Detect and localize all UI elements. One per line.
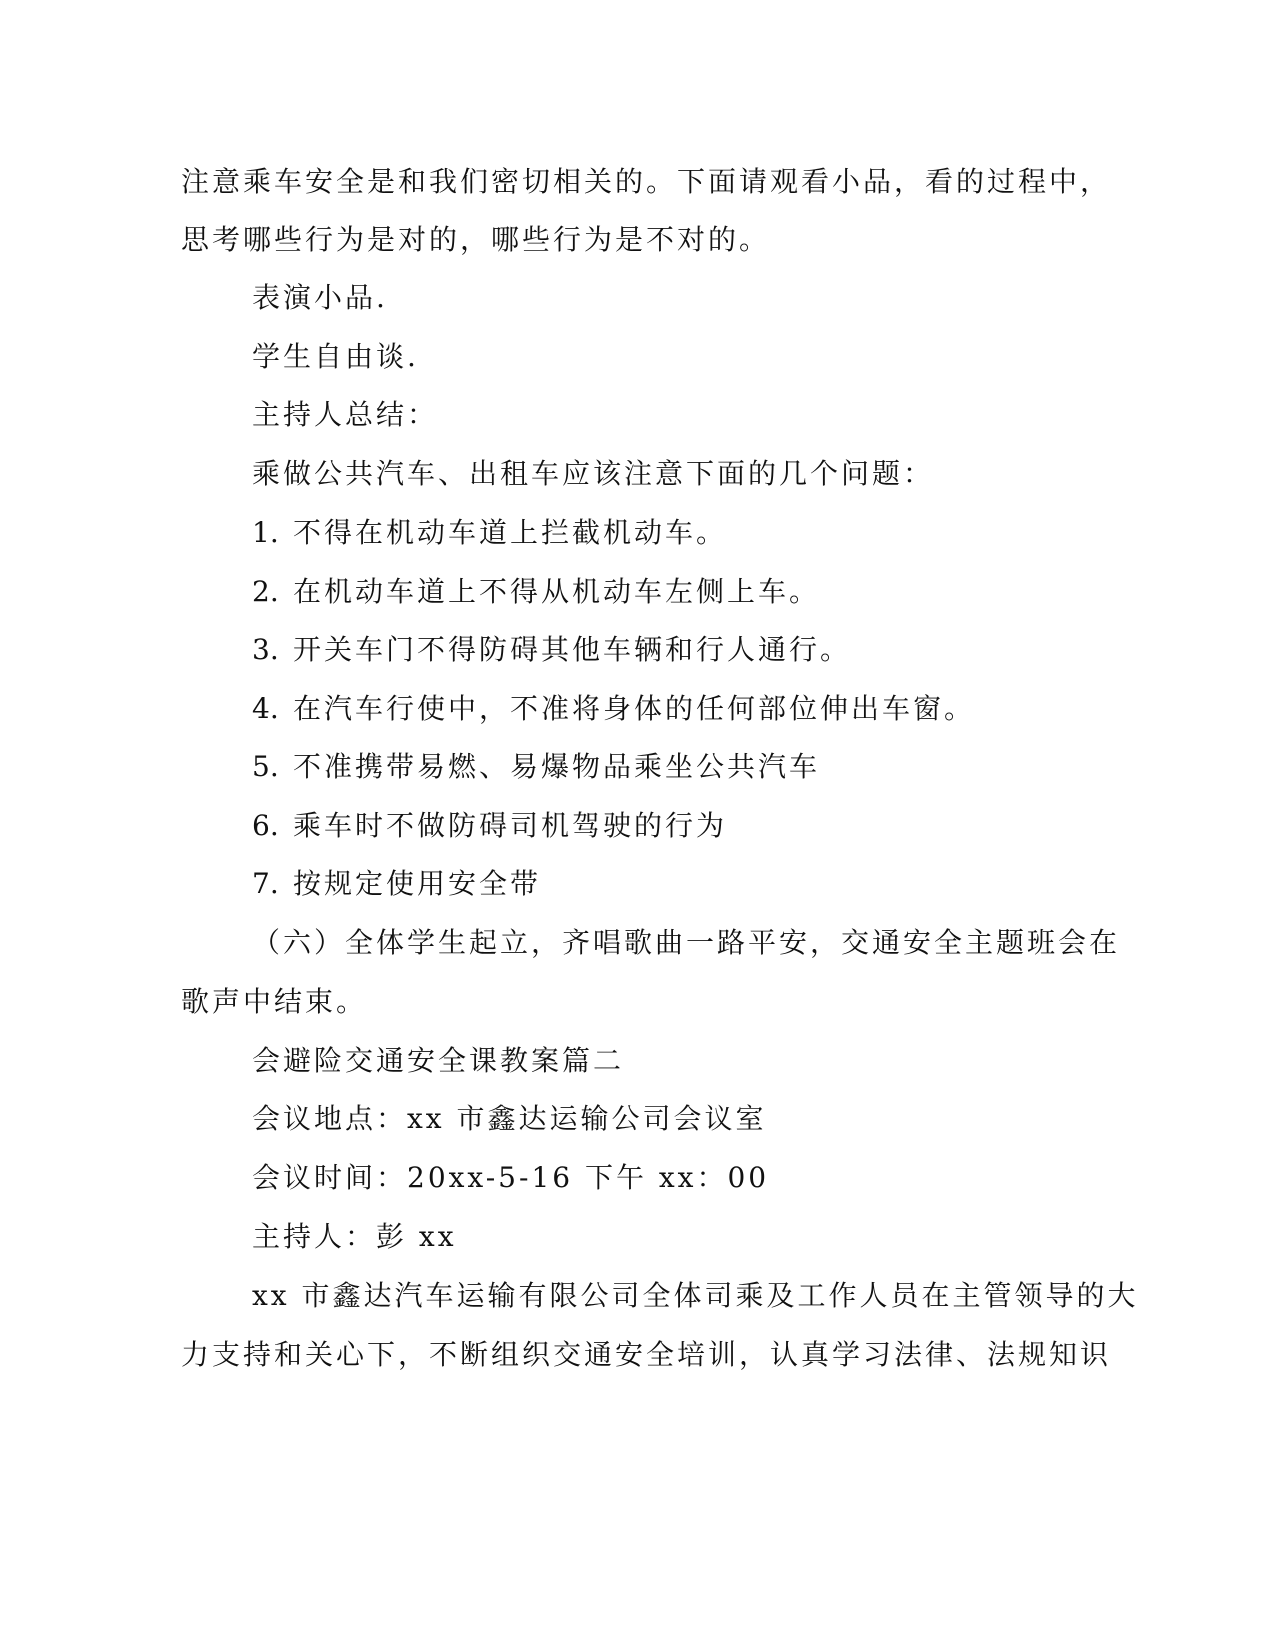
rule-text: 不得在机动车道上拦截机动车。: [293, 516, 728, 549]
rule-item: [252, 691, 975, 727]
meeting-time: 会议时间：20xx-5-16 下午 xx：00: [252, 1161, 770, 1194]
meeting-host: 主持人：彭 xx: [252, 1220, 457, 1253]
rule-text: 开关车门不得防碍其他车辆和行人通行。: [293, 633, 852, 666]
rule-item: [252, 632, 851, 668]
rule-number: 7.: [252, 867, 279, 900]
rule-item: [252, 574, 820, 610]
rule-number: 3.: [252, 633, 279, 666]
paragraph-line: 注意乘车安全是和我们密切相关的。下面请观看小品，看的过程中，: [181, 165, 1112, 198]
rule-text: 按规定使用安全带: [293, 867, 542, 900]
rule-item: [252, 866, 541, 902]
paragraph-line: 主持人总结：: [252, 398, 439, 431]
rule-item: [252, 808, 727, 844]
rule-number: 2.: [252, 575, 279, 608]
paragraph-line: 学生自由谈.: [252, 340, 419, 373]
rule-number: 1.: [252, 516, 279, 549]
rule-number: 4.: [252, 692, 279, 725]
rule-item: [252, 749, 820, 785]
rule-text: 在机动车道上不得从机动车左侧上车。: [293, 575, 821, 608]
rule-text: 乘车时不做防碍司机驾驶的行为: [293, 809, 728, 842]
rule-text: 在汽车行使中，不准将身体的任何部位伸出车窗。: [293, 692, 976, 725]
paragraph-line: 表演小品.: [252, 281, 388, 314]
paragraph-line: 力支持和关心下，不断组织交通安全培训，认真学习法律、法规知识: [181, 1338, 1112, 1371]
rule-number: 6.: [252, 809, 279, 842]
paragraph-line: 歌声中结束。: [181, 985, 368, 1018]
rule-item: [252, 515, 727, 551]
rule-number: 5.: [252, 750, 279, 783]
section-heading: 会避险交通安全课教案篇二: [252, 1044, 625, 1077]
paragraph-line: 乘做公共汽车、出租车应该注意下面的几个问题：: [252, 457, 935, 490]
paragraph-line: （六）全体学生起立，齐唱歌曲一路平安，交通安全主题班会在: [252, 926, 1121, 959]
rule-text: 不准携带易燃、易爆物品乘坐公共汽车: [293, 750, 821, 783]
paragraph-line: 思考哪些行为是对的，哪些行为是不对的。: [181, 223, 771, 256]
paragraph-line: xx 市鑫达汽车运输有限公司全体司乘及工作人员在主管领导的大: [252, 1279, 1139, 1312]
meeting-location: 会议地点：xx 市鑫达运输公司会议室: [252, 1102, 767, 1135]
